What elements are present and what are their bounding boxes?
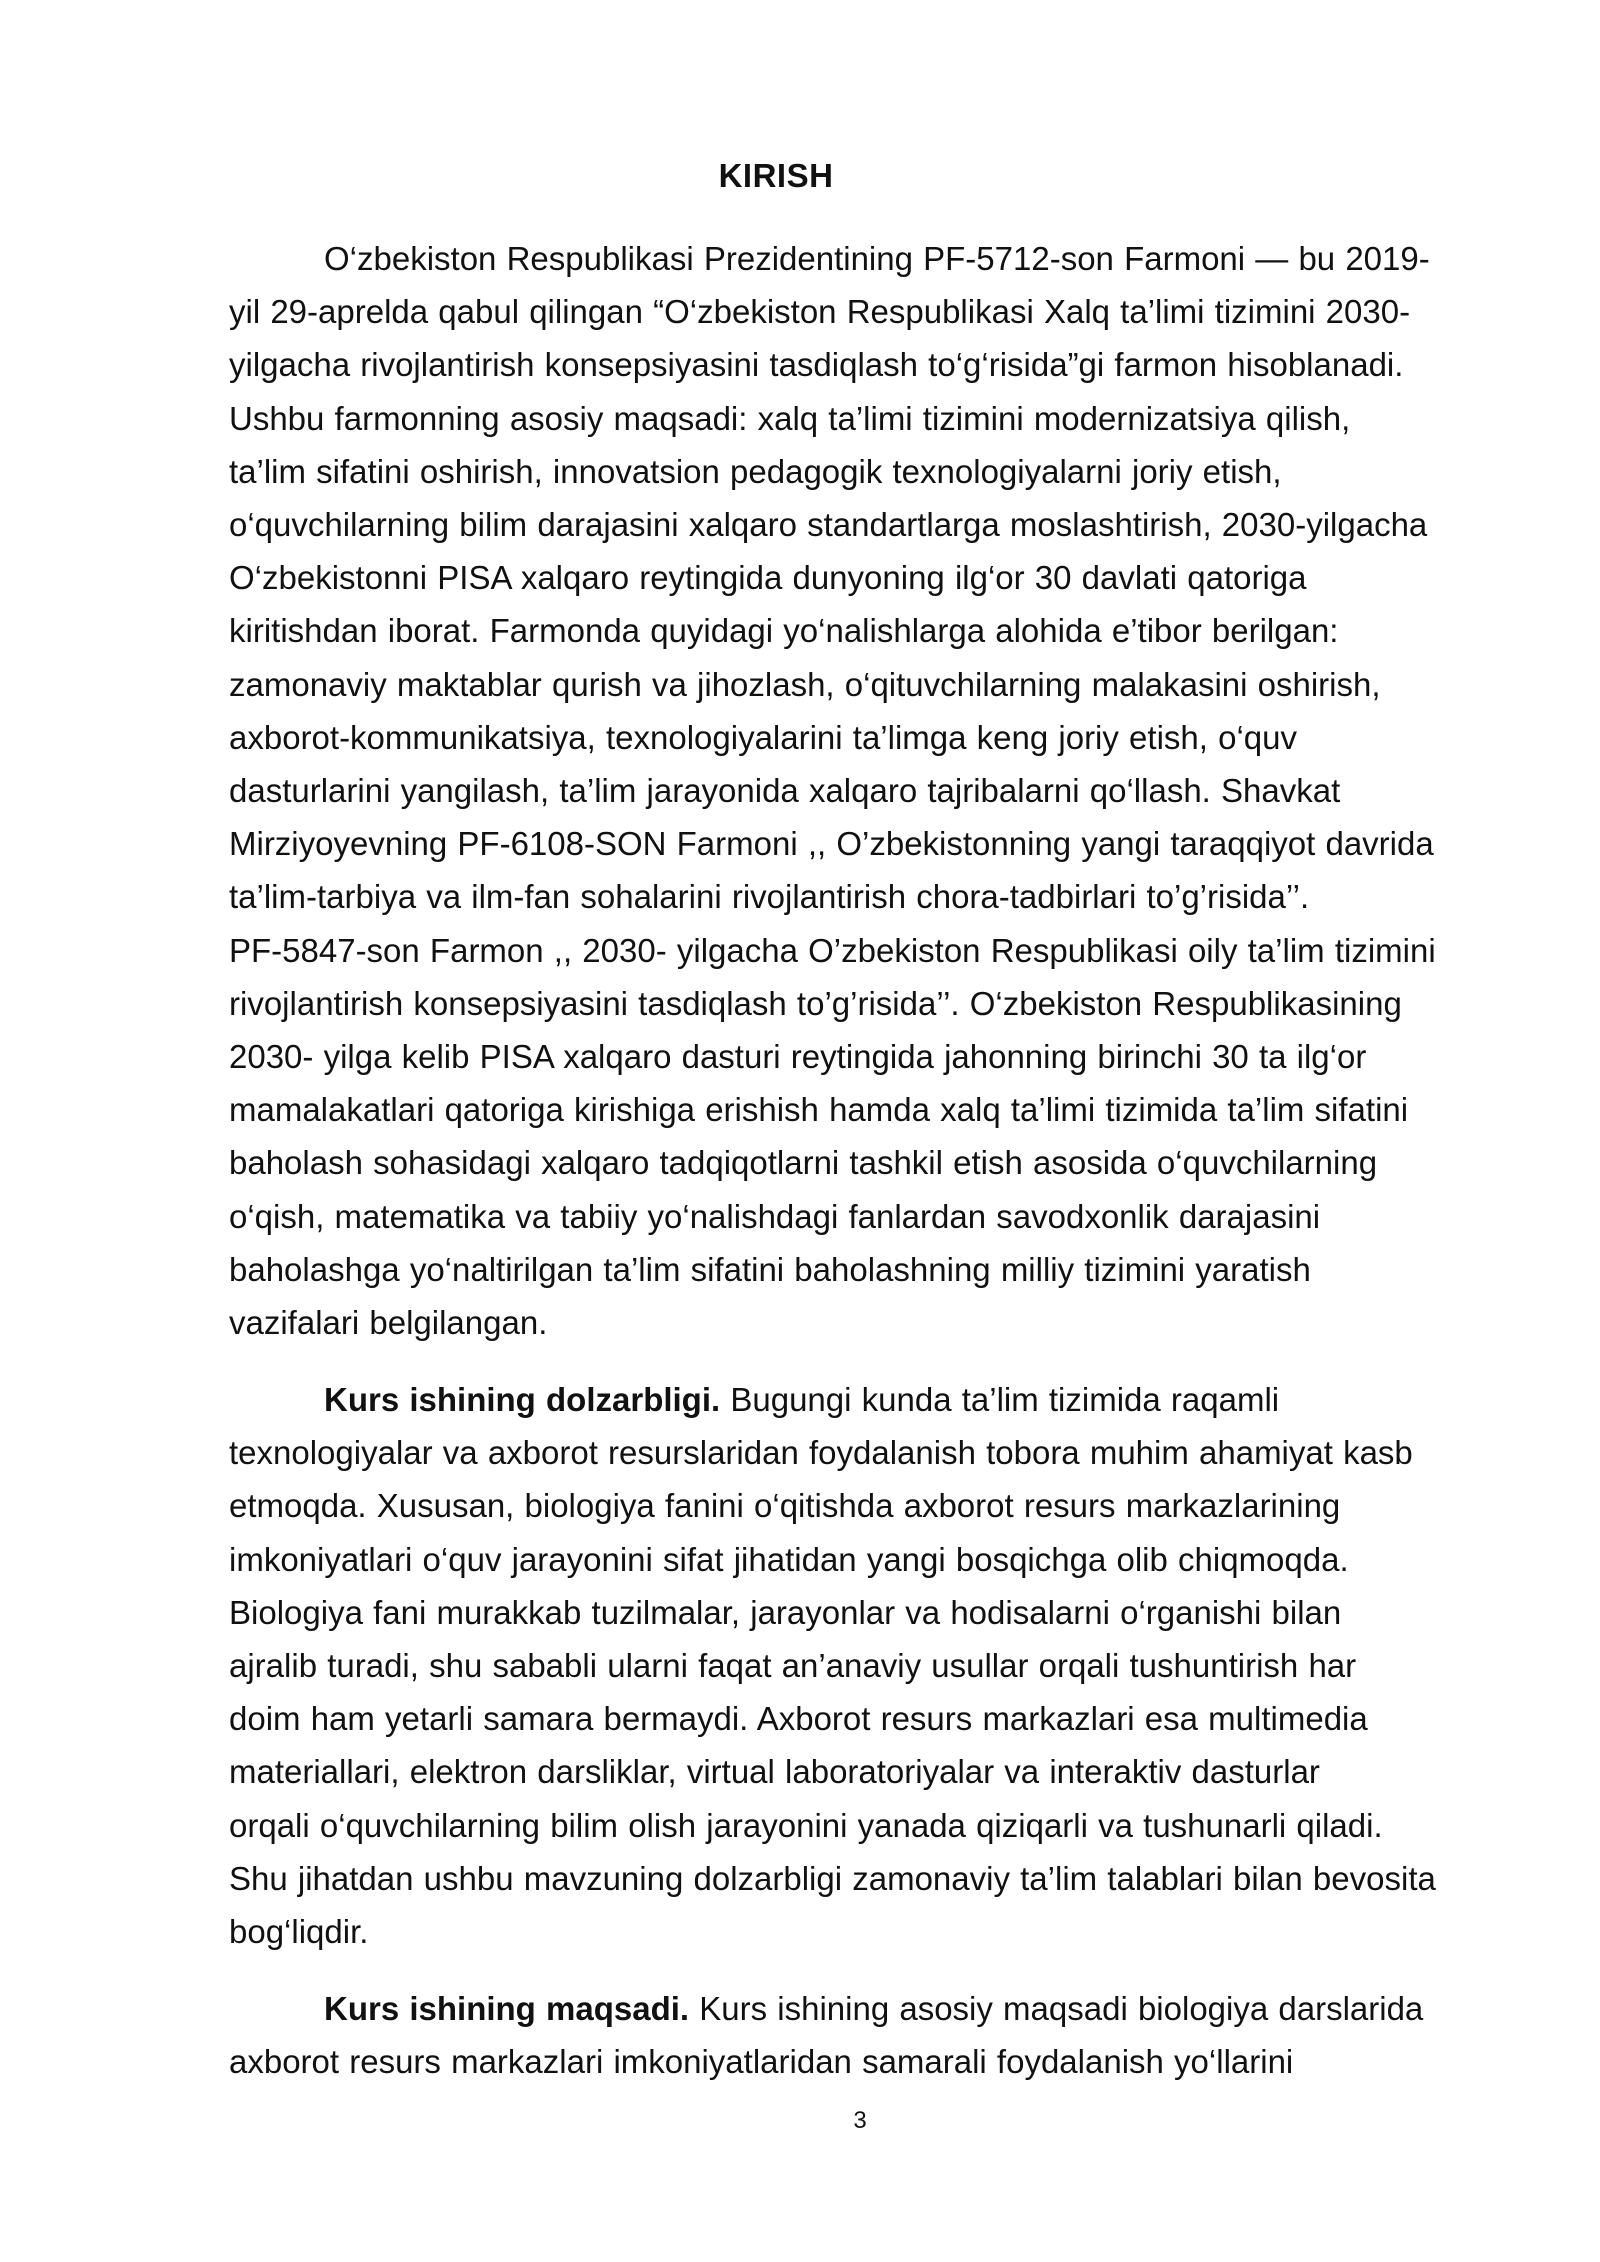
text-line: ta’lim-tarbiya va ilm-fan sohalarini rivojlantirish chora-tadbirlari to’g’risida’’. xyxy=(229,878,1310,916)
text-line: Shu jihatdan ushbu mavzuning dolzarbligi zamonaviy ta’lim talablari bilan bevosita xyxy=(229,1859,1436,1897)
text-line: bog‘liqdir. xyxy=(229,1913,369,1951)
text-line: O‘zbekiston Respublikasi Prezidentining PF-5712-son Farmoni — bu 2019- xyxy=(324,240,1430,277)
text-line: texnologiyalar va axborot resurslaridan foydalanish tobora muhim ahamiyat kasb xyxy=(229,1434,1413,1472)
text-line: Mirziyoyevning PF-6108-SON Farmoni ,, O’zbekistonning yangi taraqqiyot davrida xyxy=(229,825,1434,863)
text-line: zamonaviy maktablar qurish va jihozlash, o‘qituvchilarning malakasini oshirish, xyxy=(229,665,1381,703)
page-number: 3 xyxy=(853,2107,867,2134)
text-line: o‘quvchilarning bilim darajasini xalqaro standartlarga moslashtirish, 2030-yilgacha xyxy=(229,506,1428,544)
text-line: axborot-kommunikatsiya, texnologiyalarini ta’limga keng joriy etish, o‘quv xyxy=(229,718,1297,756)
relevance-heading: Kurs ishining dolzarbligi. xyxy=(324,1381,721,1418)
text-line: o‘qish, matematika va tabiiy yo‘nalishdagi fanlardan savodxonlik darajasini xyxy=(229,1197,1321,1235)
text-line: dasturlarini yangilash, ta’lim jarayonida xalqaro tajribalarni qo‘llash. Shavkat xyxy=(229,772,1341,810)
text-line: Ushbu farmonning asosiy maqsadi: xalq ta’limi tizimini modernizatsiya qilish, xyxy=(229,399,1351,437)
text-line: imkoniyatlari o‘quv jarayonini sifat jihatidan yangi bosqichga olib chiqmoqda. xyxy=(229,1540,1349,1578)
goal-paragraph xyxy=(229,1982,1499,2088)
text-line: mamalakatlari qatoriga kirishiga erishish hamda xalq ta’limi tizimida ta’lim sifatini xyxy=(229,1091,1409,1129)
text-line: rivojlantirish konsepsiyasini tasdiqlash to’g’risida’’. O‘zbekiston Respublikasining xyxy=(229,984,1402,1022)
text-line: baholash sohasidagi xalqaro tadqiqotlarni tashkil etish asosida o‘quvchilarning xyxy=(229,1144,1378,1182)
text-line: kiritishdan iborat. Farmonda quyidagi yo‘nalishlarga alohida e’tibor berilgan: xyxy=(229,612,1339,650)
goal-first-line: Kurs ishining asosiy maqsadi biologiya darslarida xyxy=(689,1990,1424,2027)
text-line: doim ham yetarli samara bermaydi. Axborot resurs markazlari esa multimedia xyxy=(229,1700,1368,1738)
text-line: 2030- yilga kelib PISA xalqaro dasturi reytingida jahonning birinchi 30 ta ilg‘or xyxy=(229,1038,1367,1076)
text-line: baholashga yo‘naltirilgan ta’lim sifatini baholashning milliy tizimini yaratish xyxy=(229,1250,1311,1288)
text-line: vazifalari belgilangan. xyxy=(229,1304,548,1342)
text-line: etmoqda. Xususan, biologiya fanini o‘qitishda axborot resurs markazlarining xyxy=(229,1487,1341,1525)
text-line xyxy=(229,1373,1499,1426)
text-line: Biologiya fani murakkab tuzilmalar, jarayonlar va hodisalarni o‘rganishi bilan xyxy=(229,1593,1342,1631)
goal-heading: Kurs ishining maqsadi. xyxy=(324,1990,690,2027)
text-line: yil 29-aprelda qabul qilingan “O‘zbekiston Respublikasi Xalq ta’limi tizimini 2030- xyxy=(229,293,1411,331)
text-line: materiallari, elektron darsliklar, virtual laboratoriyalar va interaktiv dasturlar xyxy=(229,1753,1320,1791)
intro-paragraph xyxy=(229,232,1499,1349)
relevance-paragraph xyxy=(229,1373,1499,1958)
page-title: KIRISH xyxy=(718,157,834,194)
text-line: ta’lim sifatini oshirish, innovatsion pedagogik texnologiyalarni joriy etish, xyxy=(229,452,1282,490)
relevance-first-line: Bugungi kunda ta’lim tizimida raqamli xyxy=(720,1381,1280,1418)
text-line xyxy=(229,1982,1499,2035)
text-line: yilgacha rivojlantirish konsepsiyasini tasdiqlash to‘g‘risida”gi farmon hisoblanadi. xyxy=(229,346,1404,384)
text-line: orqali o‘quvchilarning bilim olish jarayonini yanada qiziqarli va tushunarli qiladi. xyxy=(229,1806,1383,1844)
text-line: axborot resurs markazlari imkoniyatlaridan samarali foydalanish yo‘llarini xyxy=(229,2043,1294,2081)
text-line: O‘zbekistonni PISA xalqaro reytingida dunyoning ilg‘or 30 davlati qatoriga xyxy=(229,559,1307,597)
text-line: ajralib turadi, shu sababli ularni faqat an’anaviy usullar orqali tushuntirish har xyxy=(229,1647,1357,1685)
text-line: PF-5847-son Farmon ,, 2030- yilgacha O’zbekiston Respublikasi oily ta’lim tizimini xyxy=(229,931,1436,969)
